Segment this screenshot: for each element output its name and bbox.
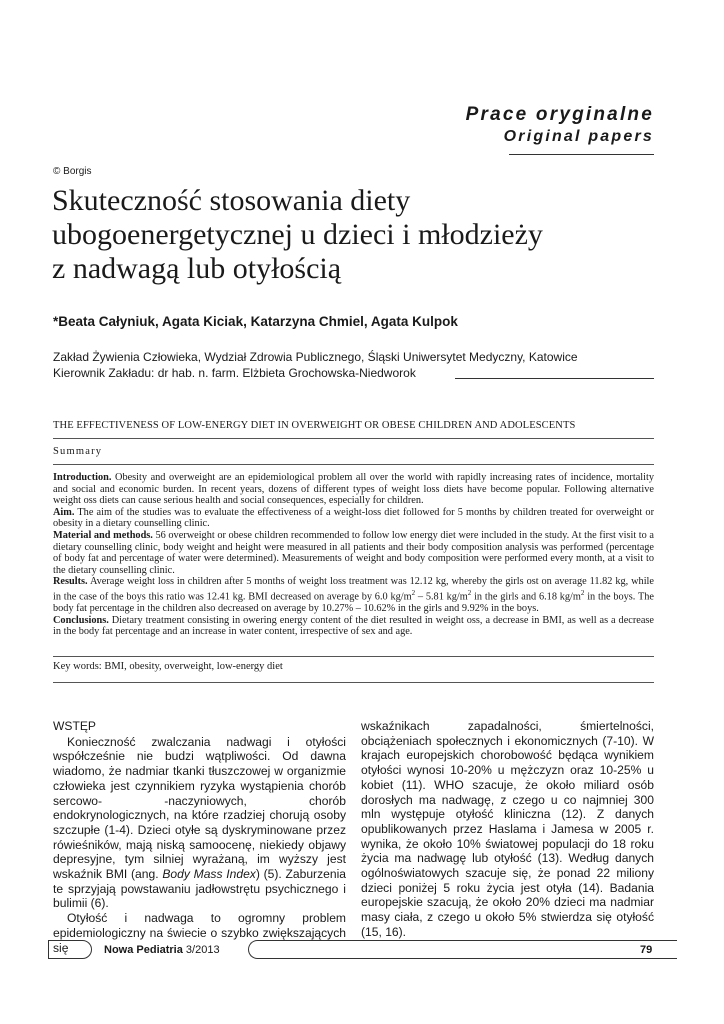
- department-head: Kierownik Zakładu: dr hab. n. farm. Elżbieta Grochowska-Niedworok: [53, 366, 416, 380]
- summary-heading: Summary: [53, 446, 103, 457]
- section-heading: WSTĘP: [53, 719, 97, 733]
- abstract-text: The aim of the studies was to evaluate the effectiveness of a weight-loss diet followed for 5 months by children treated for overweight or obesity in a dietary counselling clinic.: [53, 506, 654, 530]
- affiliation: Zakład Żywienia Człowieka, Wydział Zdrowia Publicznego, Śląski Uniwersytet Medyczny, Katowice: [53, 350, 578, 364]
- header-divider: [509, 154, 654, 155]
- body-column-left: [53, 719, 346, 955]
- body-text-italic: Body Mass Index: [162, 867, 256, 882]
- abstract: [53, 472, 654, 638]
- abstract-label: Aim.: [53, 506, 75, 518]
- article-title-line: z nadwagą lub otyłością: [52, 252, 342, 285]
- abstract-conclusions: [53, 615, 654, 638]
- abstract-text: Dietary treatment consisting in owering energy content of the diet resulted in weight oss, a decrease in BMI, as well as a decrease in the body fat percentage and an increase in water content, irrespective of sex and age.: [53, 614, 654, 638]
- abstract-text: – 5.81 kg/m: [415, 591, 468, 603]
- footer-ornament-right: [248, 940, 677, 959]
- article-title-line: ubogoenergetycznej u dzieci i młodzieży: [52, 218, 543, 251]
- body-text: ) (5). Zaburzenia te sprzyjają powstawaniu jadłowstrętu psychicznego i bulimii (6).: [53, 867, 346, 911]
- footer-journal: [104, 944, 220, 956]
- affiliation-divider: [455, 378, 654, 379]
- body-column-right: [361, 719, 654, 940]
- journal-issue: 3/2013: [182, 944, 220, 956]
- body-paragraph: Otyłość i nadwaga to ogromny problem epidemiologiczny na świecie o szybko zwiększających się: [53, 911, 346, 955]
- abstract-text: Average weight loss in children after 5 months of weight loss treatment was 12.12 kg, whereby the girls ost on average 11.82 kg, while in the case of the boys this ratio was 12.41 kg. BMI decreased on average by 6.0 kg/m: [53, 576, 654, 603]
- keywords-divider: [53, 682, 654, 683]
- abstract-label: Introduction.: [53, 472, 112, 483]
- body-paragraph: wskaźnikach zapadalności, śmiertelności, obciążeniach społecznych i ekonomicznych (7-10). W krajach europejskich chorobowość będąca wynikiem otyłości wynosi 10-20% u mężczyzn oraz 10-25% u kobiet (11). WHO szacuje, że około miliard osób dorosłych ma nadwagę, z czego u co najmniej 300 mln występuje otyłość kliniczna (12). Z danych opublikowanych przez Haslama i Jamesa w 2005 r. wynika, że około 10% światowej populacji do 18 roku życia ma nadwagę lub otyłość (13). Według danych ogólnoświatowych szacuje się, że ponad 22 miliony dzieci poniżej 5 roku życia jest otyła (14). Badania europejskie szacują, że około 20% dzieci ma nadmiar masy ciała, z czego u około 5% stwierdza się otyłość (15, 16).: [361, 719, 654, 939]
- abstract-text: in the boys. The body fat percentage in the children also decreased on average by 10.27% – 10.62% in the girls and 9.92% in the boys.: [53, 591, 654, 614]
- abstract-label: Material and methods.: [53, 529, 153, 541]
- abstract-label: Results.: [53, 576, 88, 588]
- abstract-text: Obesity and overweight are an epidemiological problem all over the world with rapidly increasing rates of incidence, mortality and social and economic burden. In recent years, dozens of different types of weight loss diets have become popular. Following alternative weight oss diets can cause serious health and social consequences, especially for children.: [53, 472, 654, 507]
- copyright-notice: © Borgis: [53, 166, 92, 177]
- abstract-aim: [53, 507, 654, 530]
- abstract-methods: [53, 530, 654, 576]
- article-title-line: Skuteczność stosowania diety: [52, 184, 411, 217]
- page-number: 79: [640, 944, 653, 956]
- summary-divider: [53, 438, 654, 439]
- abstract-introduction: [53, 472, 654, 507]
- footer-ornament-left: [48, 940, 92, 959]
- abstract-text: 56 overweight or obese children recommended to follow low energy diet were included in the study. At the first visit to a dietary counselling clinic, body weight and height were measured in all patients and their body composition analysis was performed (percentage of body fat and percentage of water were determined). Measurements of weight and body composition were performed every month, at a visit to the dietary counselling clinic.: [53, 529, 654, 576]
- section-header-title: Prace oryginalne: [465, 104, 654, 125]
- body-paragraph: [53, 735, 346, 911]
- english-title: THE EFFECTIVENESS OF LOW-ENERGY DIET IN OVERWEIGHT OR OBESE CHILDREN AND ADOLESCENTS: [53, 420, 576, 431]
- keywords: Key words: BMI, obesity, overweight, low-energy diet: [53, 661, 283, 672]
- abstract-text: in the girls and 6.18 kg/m: [471, 591, 581, 603]
- summary-divider: [53, 464, 654, 465]
- abstract-results: [53, 576, 654, 614]
- authors: *Beata Całyniuk, Agata Kiciak, Katarzyna Chmiel, Agata Kulpok: [53, 314, 458, 329]
- superscript: 2: [467, 588, 472, 597]
- body-text: Konieczność zwalczania nadwagi i otyłości współcześnie nie budzi wątpliwości. Od dawna wiadomo, że nadmiar tkanki tłuszczowej w organizmie człowieka jest czynnikiem ryzyka wystąpienia chorób sercowo- -naczyniowych, chorób endokrynologicznych, na które rzadziej chorują osoby szczupłe (1-4). Dzieci otyłe są dyskryminowane przez rówieśników, mają niską samoocenę, niekiedy objawy depresyjne, tym silniej wyrażaną, im wyższy jest wskaźnik BMI (ang.: [53, 734, 346, 882]
- section-header-subtitle: Original papers: [503, 128, 654, 145]
- journal-name: Nowa Pediatria: [104, 944, 183, 956]
- abstract-label: Conclusions.: [53, 614, 109, 626]
- article-title: [52, 184, 652, 286]
- superscript: 2: [580, 588, 585, 597]
- superscript: 2: [411, 588, 416, 597]
- summary-divider: [53, 656, 654, 657]
